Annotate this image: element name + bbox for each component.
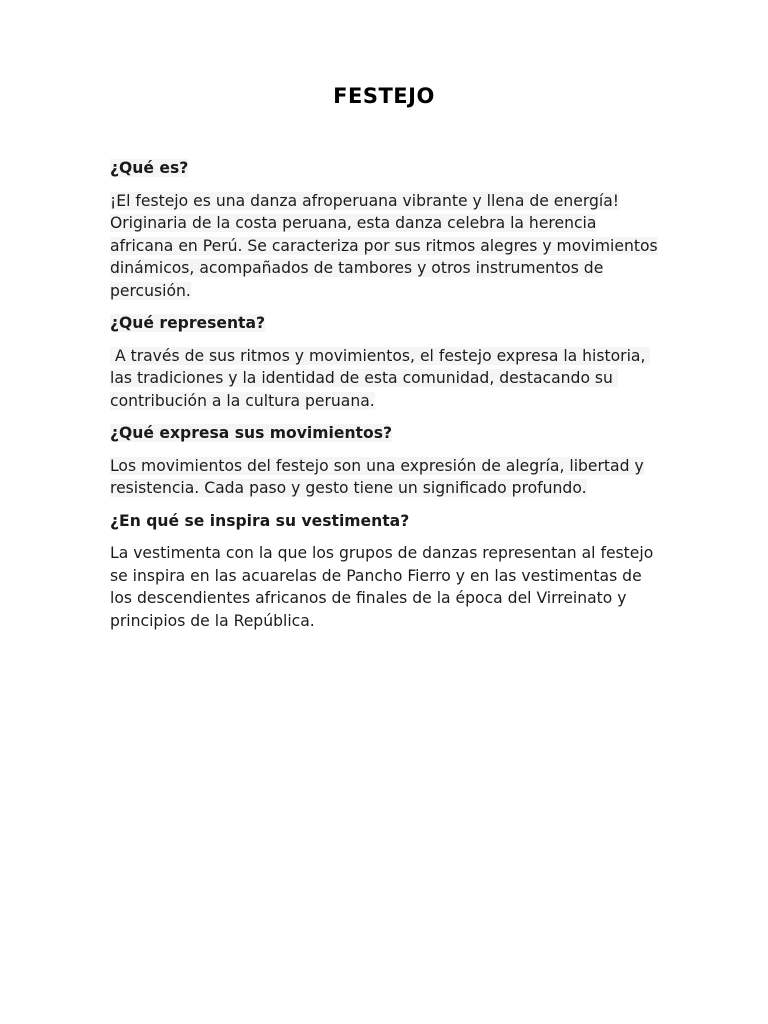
section-body-text: Los movimientos del festejo son una expresión de alegría, libertad y resistencia. Cada paso y gesto tiene un significado profundo.	[110, 456, 644, 497]
section-body-text: ¡El festejo es una danza afroperuana vibrante y llena de energía! Originaria de la costa peruana, esta danza celebra la herencia africana en Perú. Se caracteriza por sus ritmos alegres y movimientos dinámicos, acompañados de tambores y otros instrumentos de percusión.	[110, 191, 658, 300]
section-body-que-es	[110, 190, 662, 303]
section-body-text: A través de sus ritmos y movimientos, el festejo expresa la historia, las tradiciones y la identidad de esta comunidad, destacando su contribución a la cultura peruana.	[110, 346, 651, 410]
section-body-vestimenta	[110, 542, 662, 632]
section-heading-movimientos	[110, 422, 662, 445]
document-body	[110, 157, 662, 632]
section-heading-que-representa	[110, 312, 662, 335]
section-heading-text: ¿En qué se inspira su vestimenta?	[110, 511, 410, 530]
section-heading-que-es	[110, 157, 662, 180]
section-heading-text: ¿Qué es?	[110, 159, 189, 177]
section-body-movimientos	[110, 455, 662, 500]
section-heading-vestimenta	[110, 510, 662, 533]
document-title: FESTEJO	[333, 84, 435, 108]
section-body-text: La vestimenta con la que los grupos de danzas representan al festejo se inspira en las acuarelas de Pancho Fierro y en las vestimentas de los descendientes africanos de finales de la época del Virreinato y principios de la República.	[110, 544, 654, 630]
section-body-que-representa	[110, 345, 662, 413]
section-heading-text: ¿Qué representa?	[110, 314, 266, 332]
section-heading-text: ¿Qué expresa sus movimientos?	[110, 424, 393, 442]
